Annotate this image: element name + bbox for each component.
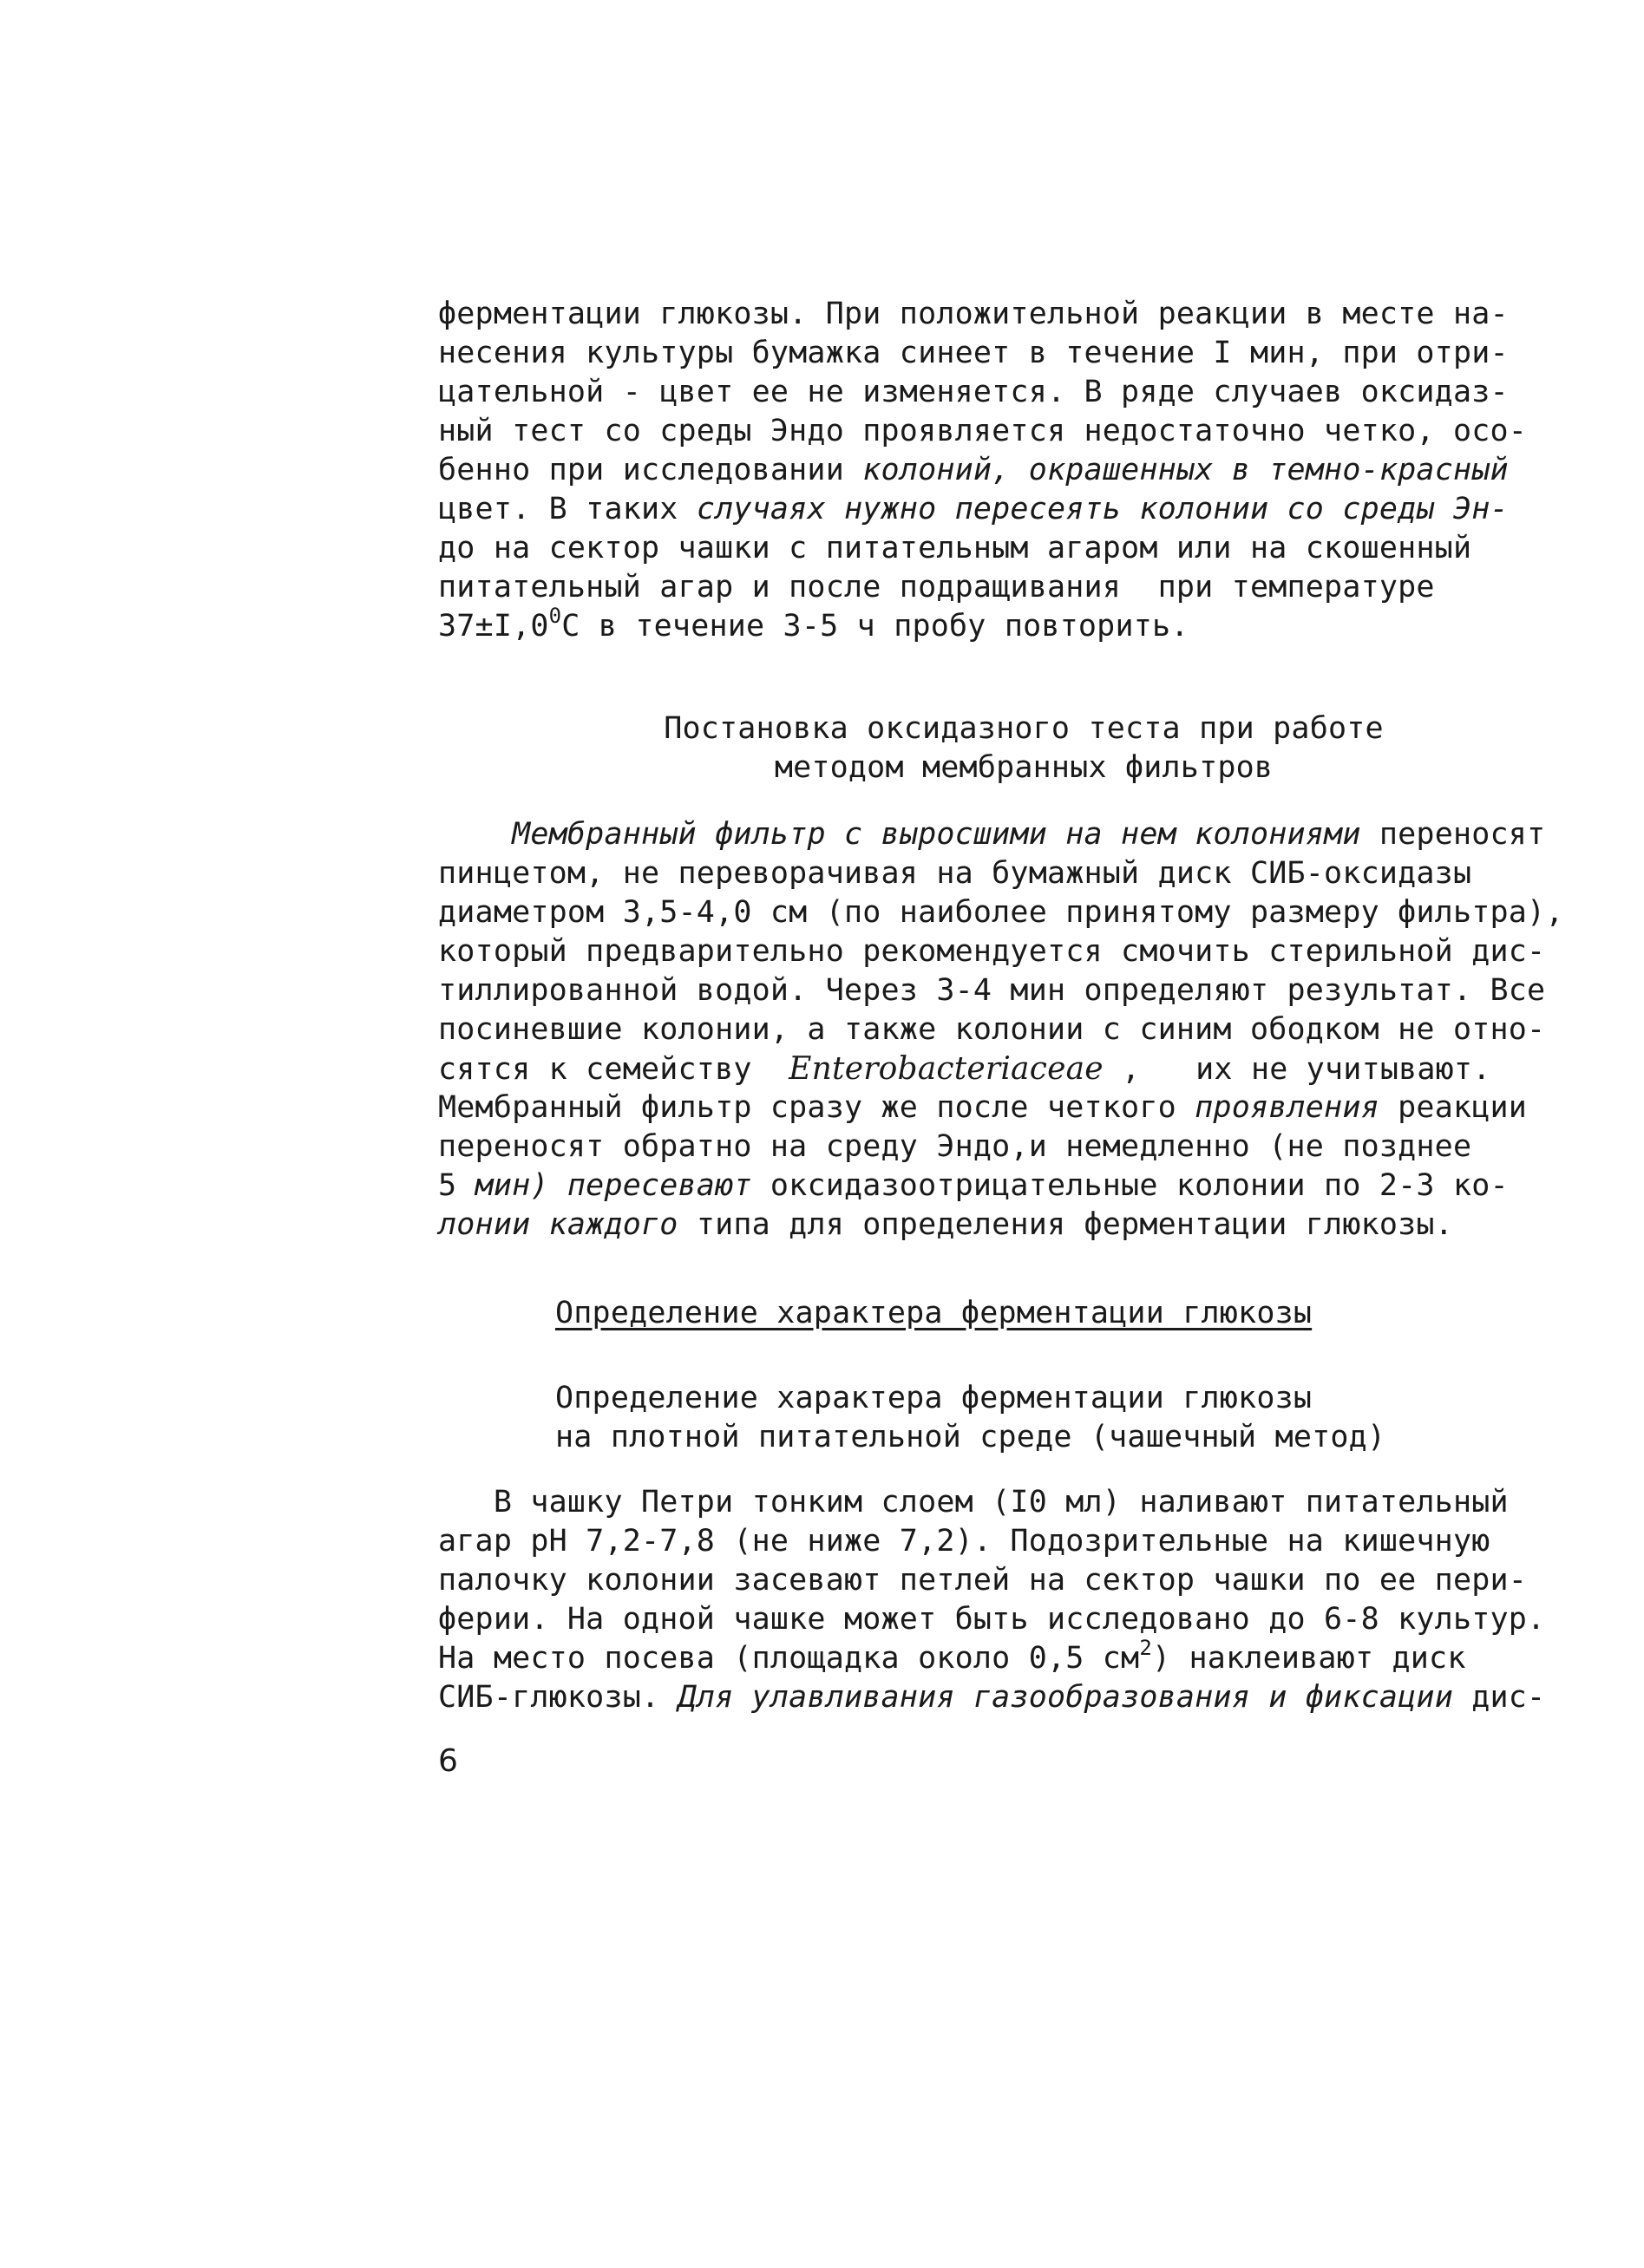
- section-heading-oxidase-membrane: [521, 709, 1527, 788]
- heading-line: Постановка оксидазного теста при работе: [664, 711, 1384, 746]
- text-line: [438, 490, 1509, 529]
- text-run-italic: мин) пересевают: [475, 1168, 752, 1203]
- text-run-italic: колоний, окрашенных в темно-красный: [862, 453, 1509, 487]
- text-line: ферментации глюкозы. При положительной реакции в месте на-: [438, 297, 1509, 331]
- handwritten-term: Enterobacteriaceae: [789, 1051, 1104, 1087]
- text-line: до на сектор чашки с питательным агаром или на скошенный: [438, 531, 1472, 565]
- heading-line: на плотной питательной среде (чашечный метод): [555, 1420, 1386, 1454]
- text-line: диаметром 3,5-4,0 см (по наиболее принятому размеру фильтра),: [438, 895, 1564, 930]
- text-line: переносят обратно на среду Эндо,и немедленно (не позднее: [438, 1129, 1472, 1164]
- paragraph-membrane-method: [438, 815, 1564, 1245]
- text-run: 5: [438, 1168, 475, 1203]
- text-run: цвет. В таких: [438, 492, 697, 526]
- text-line: пинцетом, не переворачивая на бумажный диск СИБ-оксидазы: [438, 856, 1472, 891]
- text-line: ный тест со среды Эндо проявляется недостаточно четко, осо-: [438, 414, 1528, 448]
- text-run: 37±I,0: [438, 609, 549, 644]
- text-run: оксидазоотрицательные колонии по 2-3 ко-: [751, 1168, 1509, 1203]
- text-run: , их не учитывают.: [1103, 1052, 1491, 1087]
- text-line: палочку колонии засевают петлей на сектор чашки по ее пери-: [438, 1563, 1528, 1598]
- paragraph-oxidase-result: [438, 295, 1528, 646]
- text-line: питательный агар и после подращивания при температуре: [438, 570, 1435, 605]
- text-run: бенно при исследовании: [438, 453, 863, 487]
- superscript: 0: [548, 604, 562, 629]
- text-run: реакции: [1379, 1090, 1528, 1125]
- text-run-italic: Для улавливания газообразования и фиксации: [678, 1680, 1453, 1715]
- text-line: [438, 1167, 1509, 1206]
- text-line: [438, 1636, 1466, 1678]
- text-run: На место посева (площадка около 0,5 см: [438, 1641, 1140, 1676]
- text-run-italic: случаях нужно пересеять колонии со среды Эн-: [696, 492, 1509, 526]
- text-run-italic: лонии каждого: [438, 1207, 678, 1242]
- heading-line: методом мембранных фильтров: [774, 750, 1274, 785]
- text-line: который предварительно рекомендуется смочить стерильной дис-: [438, 934, 1546, 969]
- text-line: [438, 1088, 1528, 1127]
- text-run: ) наклеивают диск: [1151, 1641, 1466, 1676]
- text-line: агар рН 7,2-7,8 (не ниже 7,2). Подозрительные на кишечную: [438, 1524, 1490, 1559]
- text-run: типа для определения ферментации глюкозы.: [678, 1207, 1453, 1242]
- text-run: С в течение 3-5 ч пробу повторить.: [561, 609, 1189, 644]
- text-run-italic: Мембранный фильтр с выросшими на нем колониями: [512, 817, 1361, 852]
- text-run: Мембранный фильтр сразу же после четкого: [438, 1090, 1195, 1125]
- heading-line: Определение характера ферментации глюкозы: [555, 1296, 1313, 1330]
- text-line: тиллированной водой. Через 3-4 мин определяют результат. Все: [438, 973, 1546, 1008]
- text-line: [438, 1049, 1491, 1088]
- text-run: переносят: [1360, 817, 1546, 852]
- text-line: посиневшие колонии, а также колонии с синим ободком не отно-: [438, 1012, 1546, 1047]
- text-line: [438, 1678, 1546, 1717]
- text-line: [438, 604, 1444, 646]
- subsection-heading-plate-method: [555, 1379, 1457, 1457]
- text-line: [438, 1206, 1453, 1245]
- text-line: ферии. На одной чашке может быть исследовано до 6-8 культур.: [438, 1602, 1546, 1637]
- section-heading-glucose-fermentation: [555, 1294, 1423, 1333]
- text-run-italic: проявления: [1195, 1090, 1379, 1125]
- text-line: В чашку Петри тонким слоем (I0 мл) наливают питательный: [438, 1485, 1509, 1520]
- text-line: [438, 451, 1509, 490]
- text-run: СИБ-глюкозы.: [438, 1680, 678, 1715]
- paragraph-plate-method: [438, 1483, 1546, 1717]
- superscript: 2: [1139, 1636, 1152, 1661]
- text-line: несения культуры бумажка синеет в течение I мин, при отри-: [438, 336, 1509, 370]
- text-run: дис-: [1452, 1680, 1546, 1715]
- text-line: цательной - цвет ее не изменяется. В ряде случаев оксидаз-: [438, 375, 1509, 409]
- heading-line: Определение характера ферментации глюкозы: [555, 1381, 1313, 1415]
- text-run: сятся к семейству: [438, 1052, 789, 1087]
- page-number: 6: [438, 1743, 458, 1779]
- text-line: [438, 815, 1546, 854]
